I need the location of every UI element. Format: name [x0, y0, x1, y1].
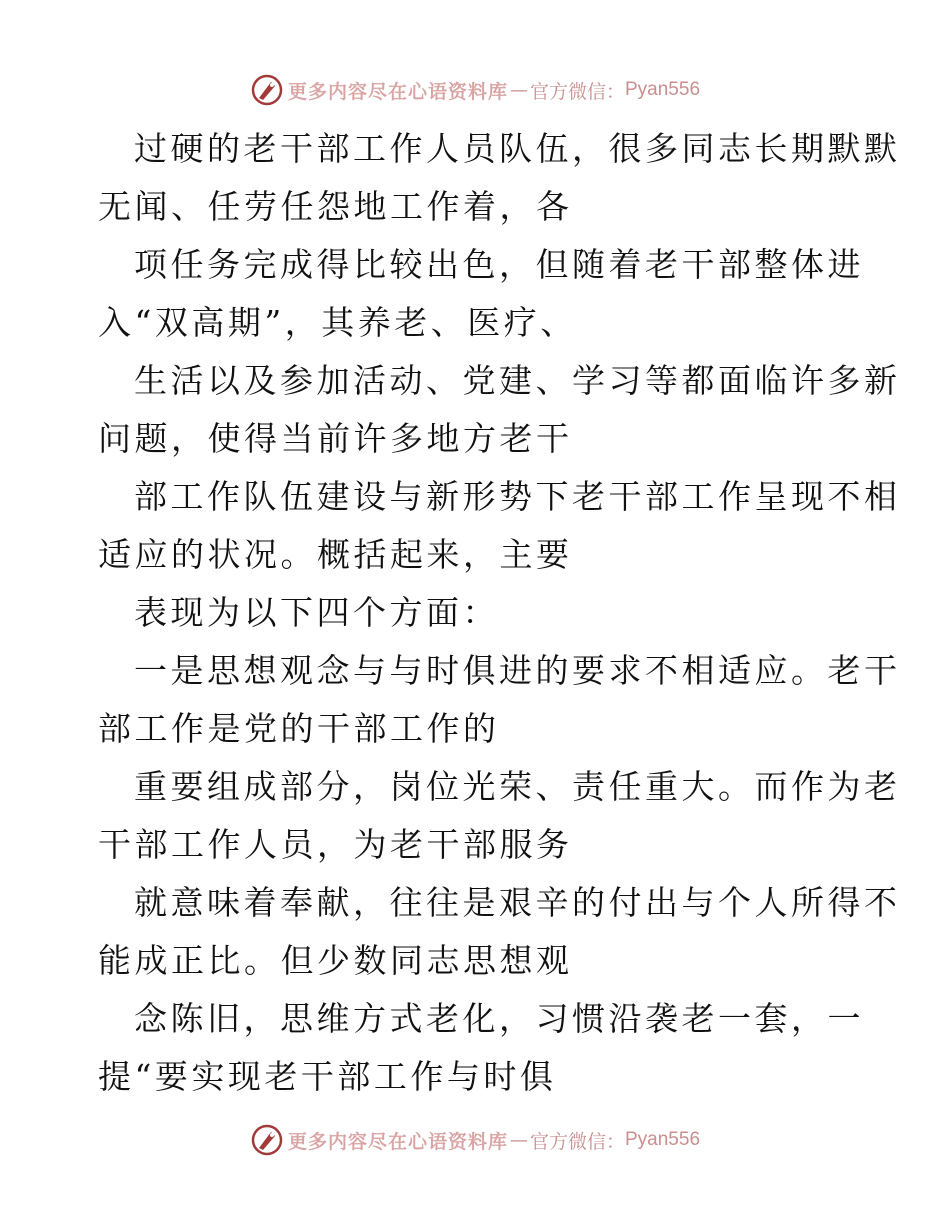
- body-line: 念陈旧，思维方式老化，习惯沿袭老一套，一: [134, 999, 864, 1038]
- body-line: 一是思想观念与与时俱进的要求不相适应。老干: [134, 651, 901, 690]
- body-line: 项任务完成得比较出色，但随着老干部整体进: [134, 245, 864, 284]
- wechat-id: Pyan556: [625, 1129, 701, 1150]
- body-line: 能成正比。但少数同志思想观: [98, 941, 573, 980]
- separator: —: [509, 1129, 528, 1151]
- body-line: 重要组成部分，岗位光荣、责任重大。而作为老: [134, 767, 901, 806]
- body-line: 适应的状况。概括起来，主要: [98, 535, 573, 574]
- brand-text: 更多内容尽在心语资料库: [287, 80, 508, 103]
- body-line: 生活以及参加活动、党建、学习等都面临许多新: [134, 361, 901, 400]
- document-body: [98, 120, 901, 1106]
- body-line: 表现为以下四个方面：: [134, 593, 499, 632]
- body-line: 问题，使得当前许多地方老干: [98, 419, 573, 458]
- footer-watermark-banner: [0, 1120, 950, 1160]
- body-line: 就意味着奉献，往往是艰辛的付出与个人所得不: [134, 883, 901, 922]
- official-wechat-label: 官方微信：: [529, 1130, 625, 1153]
- brand-text: 更多内容尽在心语资料库: [287, 1130, 508, 1153]
- body-line: 入“双高期”，其养老、医疗、: [98, 303, 577, 342]
- wechat-id: Pyan556: [625, 79, 701, 100]
- header-watermark-banner: [0, 70, 950, 110]
- separator: —: [509, 79, 528, 101]
- pen-nib-logo-icon: [250, 73, 284, 107]
- body-line: 部工作队伍建设与新形势下老干部工作呈现不相: [134, 477, 901, 516]
- body-line: 提“要实现老干部工作与时俱: [98, 1057, 557, 1096]
- body-line: 过硬的老干部工作人员队伍，很多同志长期默默: [134, 129, 901, 168]
- pen-nib-logo-icon: [250, 1123, 284, 1157]
- official-wechat-label: 官方微信：: [529, 80, 625, 103]
- body-line: 部工作是党的干部工作的: [98, 709, 500, 748]
- body-line: 干部工作人员，为老干部服务: [98, 825, 573, 864]
- body-line: 无闻、任劳任怨地工作着，各: [98, 187, 573, 226]
